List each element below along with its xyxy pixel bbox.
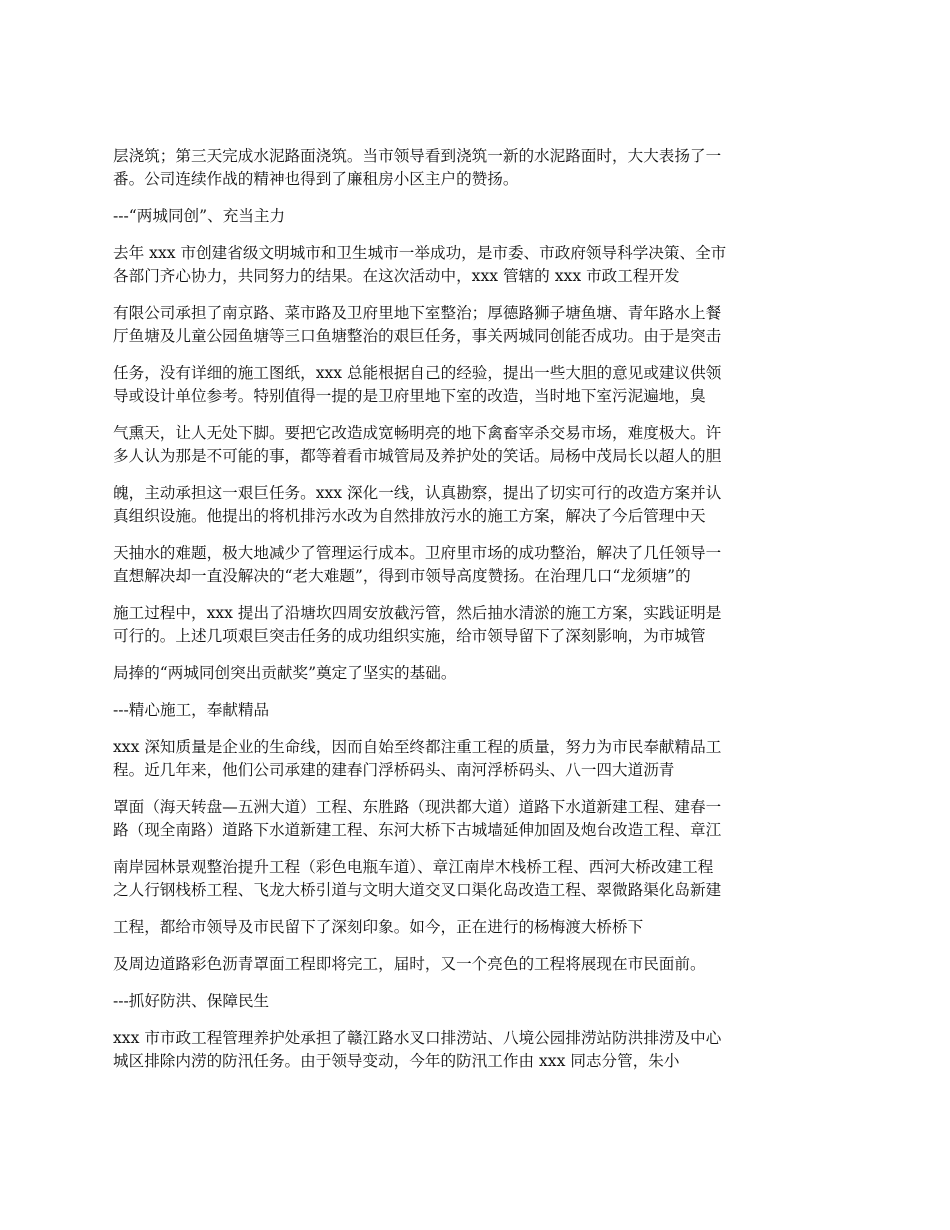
- paragraph-5: 气熏天，让人无处下脚。要把它改造成宽畅明亮的地下禽畜宰杀交易市场，难度极大。许 多人认为那是不可能的事，都等着看市城管局及养护处的笑话。局杨中茂局长以超人的胆: [113, 424, 722, 465]
- paragraph-9: 局捧的“两城同创突出贡献奖”奠定了坚实的基础。: [113, 664, 457, 682]
- paragraph-13: 工程，都给市领导及市民留下了深刻印象。如今，正在进行的杨梅渡大桥桥下: [113, 918, 644, 936]
- paragraph-8: 施工过程中，xxx 提出了沿塘坎四周安放截污管，然后抽水清淤的施工方案，实践证明是 可行的。上述几项艰巨突击任务的成功组织实施，给市领导留下了深刻影响，为市城管: [113, 604, 722, 645]
- paragraph-10: xxx 深知质量是企业的生命线，因而自始至终都注重工程的质量，努力为市民奉献精品工 程。近几年来，他们公司承建的建春门浮桥码头、南河浮桥码头、八一四大道沥青: [113, 738, 722, 779]
- paragraph-12: 南岸园林景观整治提升工程（彩色电瓶车道）、章江南岸木栈桥工程、西河大桥改建工程 之人行钢栈桥工程、飞龙大桥引道与文明大道交叉口渠化岛改造工程、翠微路渠化岛新建: [113, 858, 722, 899]
- paragraph-2: 去年 xxx 市创建省级文明城市和卫生城市一举成功，是市委、市政府领导科学决策、全市 各部门齐心协力，共同努力的结果。在这次活动中，xxx 管辖的 xxx 市政工程开发: [113, 244, 727, 285]
- document-page: [113, 145, 843, 1087]
- section-heading-flood-control: ---抓好防洪、保障民生: [113, 992, 270, 1010]
- paragraph-14: 及周边道路彩色沥青罩面工程即将完工，届时，又一个亮色的工程将展现在市民面前。: [113, 955, 706, 973]
- paragraph-6: 魄，主动承担这一艰巨任务。xxx 深化一线，认真勘察，提出了切实可行的改造方案并认 真组织设施。他提出的将机排污水改为自然排放污水的施工方案，解决了今后管理中天: [113, 484, 722, 525]
- paragraph-3: 有限公司承担了南京路、菜市路及卫府里地下室整治；厚德路狮子塘鱼塘、青年路水上餐 厅鱼塘及儿童公园鱼塘等三口鱼塘整治的艰巨任务，事关两城同创能否成功。由于是突击: [113, 304, 722, 345]
- paragraph-11: 罩面（海天转盘—五洲大道）工程、东胜路（现洪都大道）道路下水道新建工程、建春一 路（现全南路）道路下水道新建工程、东河大桥下古城墙延伸加固及炮台改造工程、章江: [113, 798, 722, 839]
- paragraph-15: xxx 市市政工程管理养护处承担了赣江路水叉口排涝站、八境公园排涝站防洪排涝及中心 城区排除内涝的防汛任务。由于领导变动，今年的防汛工作由 xxx 同志分管，朱小: [113, 1029, 722, 1070]
- paragraph-4: 任务，没有详细的施工图纸，xxx 总能根据自己的经验，提出一些大胆的意见或建议供领 导或设计单位参考。特别值得一提的是卫府里地下室的改造，当时地下室污泥遍地，臭: [113, 364, 722, 405]
- section-heading-quality: ---精心施工，奉献精品: [113, 701, 270, 719]
- paragraph-7: 天抽水的难题，极大地减少了管理运行成本。卫府里市场的成功整治，解决了几任领导一 直想解决却一直没解决的“老大难题”，得到市领导高度赞扬。在治理几口“龙须塘”的: [113, 544, 722, 585]
- section-heading-two-cities: ---“两城同创”、充当主力: [113, 207, 286, 225]
- paragraph-1: 层浇筑；第三天完成水泥路面浇筑。当市领导看到浇筑一新的水泥路面时，大大表扬了一 番。公司连续作战的精神也得到了廉租房小区主户的赞扬。: [113, 147, 722, 188]
